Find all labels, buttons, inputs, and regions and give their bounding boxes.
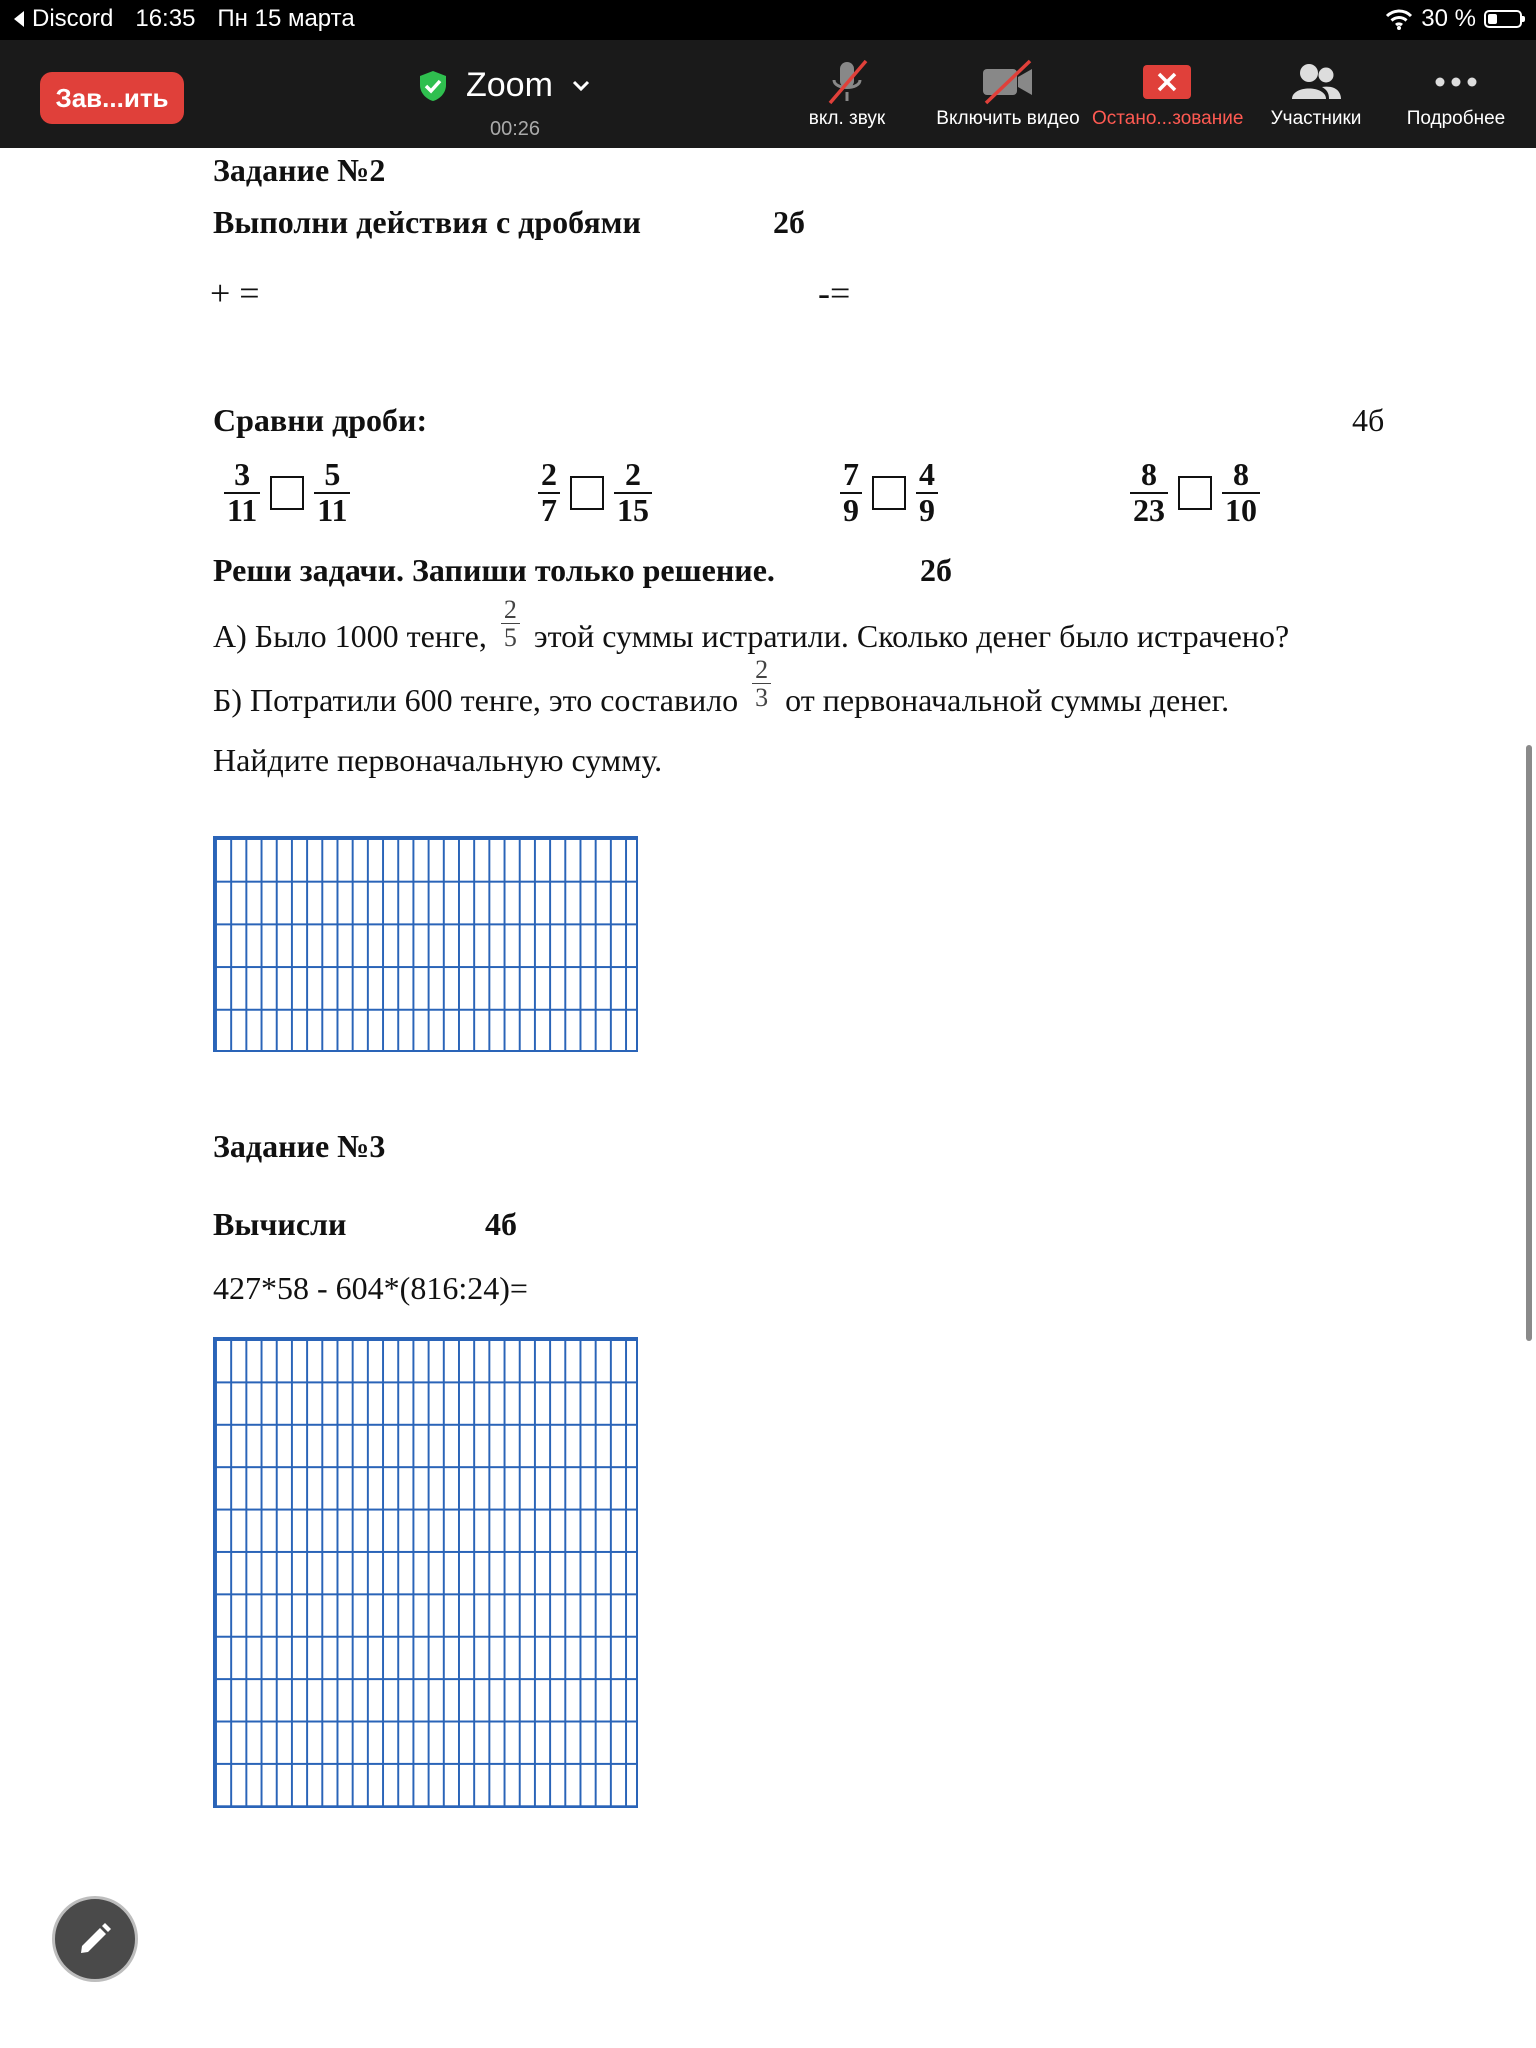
fraction: $\frac{2}{7}$	[538, 458, 560, 527]
start-video-button[interactable]	[928, 56, 1088, 130]
problems-points: 2б	[920, 552, 952, 588]
problem-b-text-end: от первоначальной суммы денег.	[785, 682, 1230, 718]
shared-document	[0, 148, 1536, 2048]
video-off-icon	[980, 59, 1036, 105]
stop-share-label: Остано...зование	[1092, 108, 1244, 129]
fraction: $\frac{8}{23}$	[1130, 458, 1168, 527]
meeting-timer: 00:26	[490, 118, 541, 140]
meeting-title: Zoom	[466, 66, 553, 104]
compare-heading: Сравни дроби:	[213, 402, 428, 438]
status-bar	[0, 0, 1536, 40]
muted-mic-icon	[822, 57, 872, 107]
compare-pair-2	[538, 458, 652, 527]
compute-heading: Вычисли	[213, 1206, 347, 1242]
compare-pair-1	[224, 458, 350, 527]
compare-answer-box[interactable]	[872, 476, 906, 510]
task3-title: Задание №3	[213, 1128, 386, 1164]
compare-answer-box[interactable]	[1178, 476, 1212, 510]
fraction: $\frac{5}{11}$	[314, 458, 350, 527]
compute-expression: 427*58 - 604*(816:24)=	[213, 1270, 528, 1306]
compare-answer-box[interactable]	[570, 476, 604, 510]
chevron-down-icon	[571, 79, 591, 93]
problem-b	[213, 654, 1230, 719]
end-meeting-button[interactable]: Зав...ить	[40, 72, 184, 124]
back-to-app-link[interactable]	[12, 5, 113, 33]
fraction: $\frac{7}{9}$	[840, 458, 862, 527]
zoom-toolbar	[0, 40, 1536, 148]
scrollbar[interactable]	[1526, 745, 1532, 1341]
compare-answer-box[interactable]	[270, 476, 304, 510]
battery-percent: 30 %	[1421, 5, 1476, 32]
back-arrow-icon	[12, 10, 26, 28]
fractions-heading: Выполни действия с дробями	[213, 204, 641, 240]
problem-a	[213, 594, 1290, 655]
compare-pair-3	[840, 458, 938, 527]
unmute-audio-label: вкл. звук	[808, 108, 886, 129]
meeting-info[interactable]	[418, 66, 591, 105]
clock: 16:35	[135, 5, 196, 32]
participants-button[interactable]	[1256, 56, 1376, 130]
participants-icon	[1289, 61, 1343, 103]
problems-heading: Реши задачи. Запиши только решение.	[213, 552, 775, 588]
fraction: $\frac{4}{9}$	[916, 458, 938, 527]
problem-b-line2: Найдите первоначальную сумму.	[213, 742, 663, 778]
fractions-points: 2б	[773, 204, 805, 240]
more-dots-icon	[1434, 76, 1478, 88]
back-app-label: Discord	[32, 5, 114, 32]
start-video-label: Включить видео	[936, 108, 1080, 129]
problem-a-fraction: $\frac{2}{5}$	[501, 596, 520, 652]
date: Пн 15 марта	[217, 5, 355, 32]
answer-grid-problems[interactable]	[213, 836, 638, 1052]
compare-pair-4	[1130, 458, 1260, 527]
shield-check-icon	[418, 70, 448, 102]
compute-points: 4б	[485, 1206, 517, 1242]
problem-a-text-end: этой суммы истратили. Сколько денег было истрачено?	[533, 618, 1290, 654]
pencil-icon	[76, 1920, 114, 1958]
task2-title: Задание №2	[213, 152, 386, 188]
unmute-audio-button[interactable]	[790, 56, 904, 130]
battery-icon	[1484, 10, 1522, 28]
annotate-button[interactable]	[52, 1896, 138, 1982]
stop-share-icon	[1142, 63, 1192, 101]
problem-b-text-start: Б) Потратили 600 тенге, это составило	[213, 682, 739, 718]
minus-expression: -=	[818, 273, 851, 313]
plus-expression: + =	[210, 273, 260, 313]
fraction: $\frac{2}{15}$	[614, 458, 652, 527]
problem-a-text-start: А) Было 1000 тенге,	[213, 618, 487, 654]
fraction: $\frac{8}{10}$	[1222, 458, 1260, 527]
more-label: Подробнее	[1406, 108, 1506, 129]
problem-b-fraction: $\frac{2}{3}$	[752, 656, 771, 712]
wifi-icon	[1385, 8, 1413, 30]
stop-share-button[interactable]	[1092, 56, 1242, 130]
answer-grid-compute[interactable]	[213, 1337, 638, 1808]
more-button[interactable]	[1392, 56, 1520, 130]
fraction: $\frac{3}{11}$	[224, 458, 260, 527]
participants-label: Участники	[1270, 108, 1362, 129]
compare-points: 4б	[1352, 402, 1385, 438]
